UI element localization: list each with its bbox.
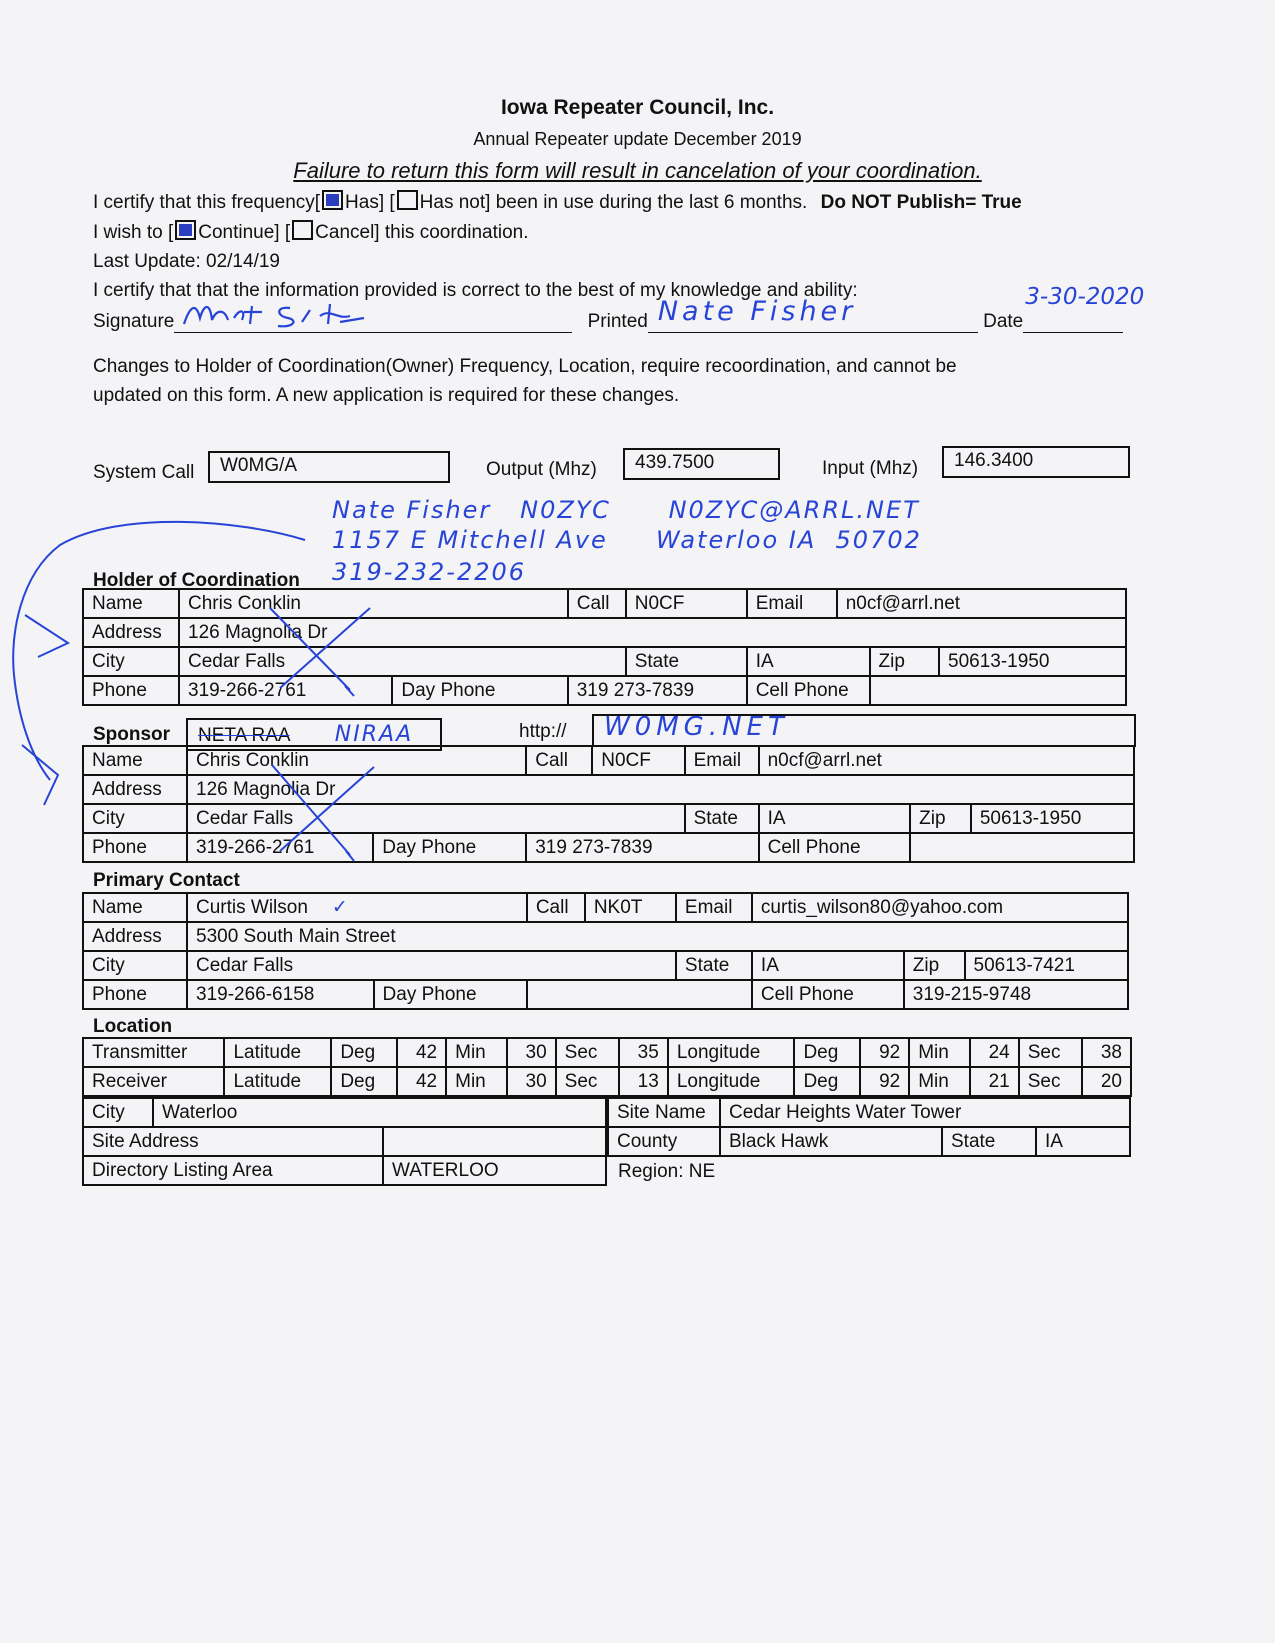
signature-scribble xyxy=(180,298,380,328)
location-right-table xyxy=(607,1097,1131,1157)
holder-phone-label: Phone xyxy=(83,676,179,705)
directory-value[interactable]: WATERLOO xyxy=(383,1156,606,1185)
form-warning: Failure to return this form will result in cancelation of your coordination. xyxy=(293,158,982,183)
tx-lat-deg-label: Deg xyxy=(331,1038,397,1067)
rx-lon-deg-label: Deg xyxy=(794,1067,860,1096)
has-not-checkbox[interactable] xyxy=(397,190,418,210)
rx-lon-min[interactable]: 21 xyxy=(970,1067,1019,1096)
date-value: 3-30-2020 xyxy=(1025,284,1145,310)
tx-lon-sec[interactable]: 38 xyxy=(1082,1038,1131,1067)
sponsor-table xyxy=(82,745,1135,863)
last-update: Last Update: 02/14/19 xyxy=(93,251,280,272)
tx-lon-deg-label: Deg xyxy=(794,1038,860,1067)
check-mark-icon: ✓ xyxy=(331,896,348,918)
sponsor-city-label: City xyxy=(83,804,187,833)
site-name[interactable]: Cedar Heights Water Tower xyxy=(720,1098,1130,1127)
tx-lat-sec[interactable]: 35 xyxy=(619,1038,668,1067)
signature-label: Signature xyxy=(93,311,175,332)
holder-day-phone[interactable]: 319 273-7839 xyxy=(568,676,747,705)
primary-phone[interactable]: 319-266-6158 xyxy=(187,980,374,1009)
primary-cell-phone[interactable]: 319-215-9748 xyxy=(904,980,1128,1009)
primary-name[interactable] xyxy=(187,893,527,922)
frequency-usage-prefix: I certify that this frequency[ xyxy=(93,192,321,213)
primary-table xyxy=(82,892,1129,1010)
sponsor-phone[interactable]: 319-266-2761 xyxy=(187,833,373,862)
handwritten-note-line-2: 1157 E Mitchell Ave Waterloo IA 50702 xyxy=(332,526,922,554)
holder-cell-phone-label: Cell Phone xyxy=(747,676,870,705)
sponsor-name-label: Name xyxy=(83,746,187,775)
holder-email-label: Email xyxy=(747,589,837,618)
sponsor-crossout-icon xyxy=(250,755,390,865)
holder-zip-label: Zip xyxy=(870,647,940,676)
holder-zip[interactable]: 50613-1950 xyxy=(939,647,1126,676)
output-label: Output (Mhz) xyxy=(486,459,597,480)
primary-state-label: State xyxy=(676,951,752,980)
holder-call[interactable]: N0CF xyxy=(626,589,747,618)
printed-label: Printed xyxy=(587,311,648,332)
http-handwritten: W0MG.NET xyxy=(604,712,789,742)
has-label: Has] [ xyxy=(345,192,395,213)
holder-table xyxy=(82,588,1127,706)
primary-city-label: City xyxy=(83,951,187,980)
continue-line xyxy=(93,220,529,244)
rx-lon-deg[interactable]: 92 xyxy=(860,1067,909,1096)
certify-statement: I certify that that the information provided is correct to the best of my knowledge and ability: xyxy=(93,280,858,301)
primary-cell-phone-label: Cell Phone xyxy=(752,980,904,1009)
holder-name-label: Name xyxy=(83,589,179,618)
holder-address-label: Address xyxy=(83,618,179,647)
holder-state-label: State xyxy=(626,647,747,676)
rx-lat-min-label: Min xyxy=(446,1067,507,1096)
date-field[interactable] xyxy=(1023,284,1145,333)
sponsor-call-label: Call xyxy=(526,746,592,775)
sponsor-address[interactable]: 126 Magnolia Dr xyxy=(187,775,1134,804)
http-label: http:// xyxy=(519,721,567,742)
printed-value: Nate Fisher xyxy=(657,296,857,327)
primary-state[interactable]: IA xyxy=(752,951,904,980)
receiver-label: Receiver xyxy=(83,1067,224,1096)
location-state[interactable]: IA xyxy=(1036,1127,1130,1156)
tx-latitude-label: Latitude xyxy=(224,1038,331,1067)
sponsor-handwritten: NIRAA xyxy=(334,722,414,747)
sponsor-zip[interactable]: 50613-1950 xyxy=(971,804,1134,833)
form-title: Iowa Repeater Council, Inc. xyxy=(500,96,775,119)
http-field[interactable] xyxy=(592,714,1136,747)
sponsor-email[interactable]: n0cf@arrl.net xyxy=(759,746,1134,775)
county-label: County xyxy=(608,1127,720,1156)
rx-lat-deg-label: Deg xyxy=(331,1067,397,1096)
holder-section-title: Holder of Coordination xyxy=(93,570,300,591)
primary-city[interactable]: Cedar Falls xyxy=(187,951,676,980)
rx-lat-sec-label: Sec xyxy=(556,1067,619,1096)
holder-call-label: Call xyxy=(568,589,626,618)
rx-lat-deg[interactable]: 42 xyxy=(397,1067,446,1096)
location-section-title: Location xyxy=(93,1016,173,1037)
holder-state[interactable]: IA xyxy=(747,647,870,676)
tx-longitude-label: Longitude xyxy=(668,1038,795,1067)
printed-field[interactable] xyxy=(648,296,978,333)
system-call-field[interactable]: W0MG/A xyxy=(208,451,450,483)
primary-call[interactable]: NK0T xyxy=(585,893,676,922)
rx-longitude-label: Longitude xyxy=(668,1067,795,1096)
holder-name[interactable]: Chris Conklin xyxy=(179,589,568,618)
tx-lon-min-label: Min xyxy=(909,1038,970,1067)
output-field[interactable]: 439.7500 xyxy=(623,448,780,480)
rx-lat-min[interactable]: 30 xyxy=(507,1067,556,1096)
notice-line-2: updated on this form. A new application is required for these changes. xyxy=(93,385,680,406)
rx-lon-sec-label: Sec xyxy=(1019,1067,1082,1096)
do-not-publish: Do NOT Publish= True xyxy=(820,192,1022,213)
holder-email[interactable]: n0cf@arrl.net xyxy=(837,589,1126,618)
sponsor-call[interactable]: N0CF xyxy=(592,746,684,775)
directory-label: Directory Listing Area xyxy=(83,1156,383,1185)
location-city-label: City xyxy=(83,1098,153,1127)
holder-city[interactable]: Cedar Falls xyxy=(179,647,626,676)
date-label: Date xyxy=(983,311,1024,332)
input-label: Input (Mhz) xyxy=(822,458,919,479)
sponsor-email-label: Email xyxy=(685,746,759,775)
location-city[interactable]: Waterloo xyxy=(153,1098,606,1127)
primary-address-label: Address xyxy=(83,922,187,951)
primary-section-title: Primary Contact xyxy=(93,870,240,891)
notice-line-1: Changes to Holder of Coordination(Owner) Frequency, Location, require recoordination, and cannot be xyxy=(93,356,957,377)
sponsor-city[interactable]: Cedar Falls xyxy=(187,804,685,833)
location-left-table xyxy=(82,1097,607,1186)
rx-latitude-label: Latitude xyxy=(224,1067,331,1096)
tx-lat-min-label: Min xyxy=(446,1038,507,1067)
holder-address[interactable]: 126 Magnolia Dr xyxy=(179,618,1126,647)
has-checkbox[interactable] xyxy=(322,190,343,210)
tx-lat-sec-label: Sec xyxy=(556,1038,619,1067)
location-state-label: State xyxy=(942,1127,1036,1156)
site-address[interactable] xyxy=(383,1127,606,1156)
sponsor-address-label: Address xyxy=(83,775,187,804)
primary-day-phone-label: Day Phone xyxy=(374,980,527,1009)
input-field[interactable]: 146.3400 xyxy=(942,446,1130,478)
continue-prefix: I wish to [ xyxy=(93,222,174,243)
handwritten-note-line-3: 319-232-2206 xyxy=(332,558,527,586)
primary-call-label: Call xyxy=(527,893,585,922)
system-call-label: System Call xyxy=(93,462,195,483)
continue-checkbox[interactable] xyxy=(175,220,196,240)
sponsor-zip-label: Zip xyxy=(910,804,971,833)
continue-label: Continue] [ xyxy=(198,222,291,243)
holder-crossout-icon xyxy=(250,598,390,698)
cancel-checkbox[interactable] xyxy=(292,220,313,240)
sponsor-state-label: State xyxy=(685,804,759,833)
county[interactable]: Black Hawk xyxy=(720,1127,942,1156)
sponsor-phone-label: Phone xyxy=(83,833,187,862)
sponsor-value: NETA RAA xyxy=(198,725,290,746)
location-coords-table xyxy=(82,1037,1132,1097)
holder-city-label: City xyxy=(83,647,179,676)
tx-lon-deg[interactable]: 92 xyxy=(860,1038,909,1067)
sponsor-name[interactable]: Chris Conklin xyxy=(187,746,526,775)
primary-email-label: Email xyxy=(676,893,752,922)
handwritten-note-line-1: Nate Fisher N0ZYC N0ZYC@ARRL.NET xyxy=(332,496,920,524)
tx-lat-deg[interactable]: 42 xyxy=(397,1038,446,1067)
primary-zip-label: Zip xyxy=(904,951,965,980)
tx-lon-sec-label: Sec xyxy=(1019,1038,1082,1067)
primary-phone-label: Phone xyxy=(83,980,187,1009)
transmitter-label: Transmitter xyxy=(83,1038,224,1067)
tx-lat-min[interactable]: 30 xyxy=(507,1038,556,1067)
holder-day-phone-label: Day Phone xyxy=(392,676,567,705)
frequency-usage-line xyxy=(93,190,1022,214)
primary-address[interactable]: 5300 South Main Street xyxy=(187,922,1128,951)
primary-zip[interactable]: 50613-7421 xyxy=(965,951,1128,980)
holder-phone[interactable]: 319-266-2761 xyxy=(179,676,392,705)
primary-name-value: Curtis Wilson xyxy=(196,897,308,918)
sponsor-cell-phone[interactable] xyxy=(910,833,1134,862)
region: Region: NE xyxy=(618,1161,716,1182)
site-address-label: Site Address xyxy=(83,1127,383,1156)
tx-lon-min[interactable]: 24 xyxy=(970,1038,1019,1067)
sponsor-day-phone[interactable]: 319 273-7839 xyxy=(526,833,758,862)
rx-lon-min-label: Min xyxy=(909,1067,970,1096)
sponsor-section-title: Sponsor xyxy=(93,724,171,745)
sponsor-day-phone-label: Day Phone xyxy=(373,833,526,862)
primary-day-phone[interactable] xyxy=(527,980,752,1009)
cancel-label: Cancel] this coordination. xyxy=(315,222,529,243)
form-subtitle: Annual Repeater update December 2019 xyxy=(473,129,802,149)
signature-field[interactable] xyxy=(174,310,572,333)
rx-lat-sec[interactable]: 13 xyxy=(619,1067,668,1096)
primary-name-label: Name xyxy=(83,893,187,922)
rx-lon-sec[interactable]: 20 xyxy=(1082,1067,1131,1096)
has-not-label: Has not] been in use during the last 6 months. xyxy=(419,192,808,213)
holder-cell-phone[interactable] xyxy=(870,676,1127,705)
site-name-label: Site Name xyxy=(608,1098,720,1127)
primary-email[interactable]: curtis_wilson80@yahoo.com xyxy=(752,893,1128,922)
sponsor-cell-phone-label: Cell Phone xyxy=(759,833,911,862)
sponsor-state[interactable]: IA xyxy=(759,804,911,833)
